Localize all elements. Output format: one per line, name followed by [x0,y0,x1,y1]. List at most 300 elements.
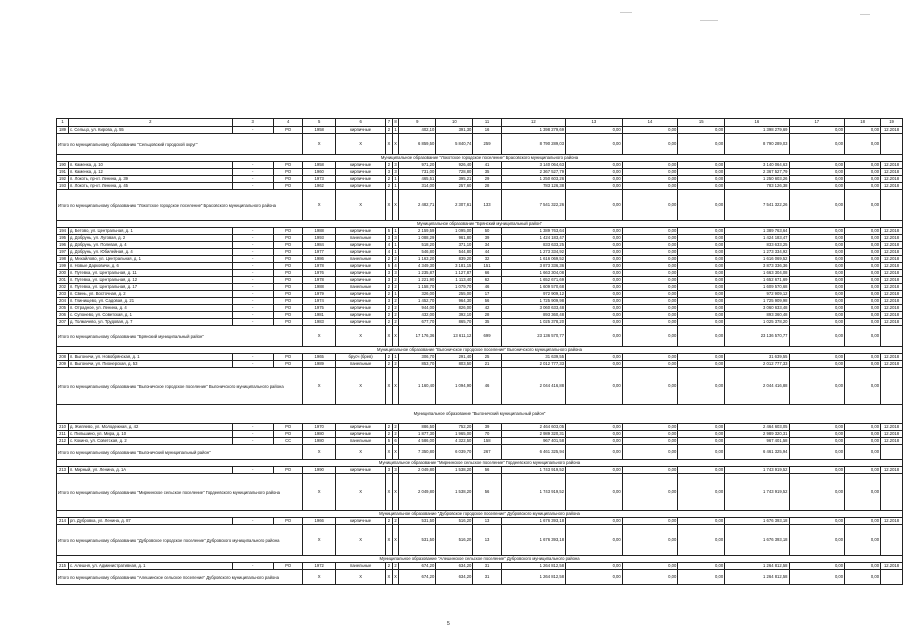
table-cell: РО [273,298,302,305]
table-cell: рп. Дубровка, ул. Ленина, д. 87 [68,518,232,525]
section-title: Муниципальное образование "Мирнинское сельское поселение" Гордеевского муниципального района [57,460,903,467]
table-cell: 0,00 [622,242,678,249]
table-cell: панельные [336,256,386,263]
table-cell: 211 [57,431,69,438]
table-cell: д. Жиляево, ул. Молодежная, д. 42 [68,424,232,431]
table-cell: 0,00 [845,361,881,368]
table-cell: 3 181,15 [436,263,473,270]
table-row [57,518,903,525]
subtotal-cell: 0,00 [622,134,678,155]
table-cell: 972 909,12 [501,291,565,298]
subtotal-cell: 13 [473,525,501,556]
table-cell: РО [273,235,302,242]
table-cell: 1 616 069,52 [501,256,565,263]
table-cell: 209 [57,361,69,368]
table-cell: РО [273,183,302,190]
table-cell: 5 [386,263,393,270]
table-cell: 201 [57,277,69,284]
table-cell: 213 [57,467,69,474]
section-header-row [57,347,903,354]
table-cell: 2 [386,256,393,263]
table-cell: 0,00 [566,467,623,474]
table-cell: 803,50 [436,361,473,368]
table-row [57,162,903,169]
table-cell: 31 639,55 [725,354,789,361]
table-cell: 1 743 919,52 [725,467,789,474]
subtotal-cell: 0,00 [845,368,881,405]
subtotal-cell: X [336,570,386,585]
subtotal-label: Итого по муниципальному образованию "Алешинское сельское поселение" Дубровского муниципального района [57,570,303,585]
table-cell: 0,00 [622,228,678,235]
subtotal-cell [881,134,903,155]
table-row [57,312,903,319]
table-row [57,563,903,570]
subtotal-cell: 1 538,20 [436,474,473,511]
scan-mark [860,14,870,15]
table-cell: 0,00 [845,298,881,305]
table-cell: РО [273,162,302,169]
table-cell: 0,00 [678,263,725,270]
table-cell: 0,00 [789,169,845,176]
subtotal-cell: 0,00 [845,474,881,511]
table-cell: 1 273 334,92 [501,249,565,256]
subtotal-cell: 0,00 [789,368,845,405]
table-cell: 0,00 [845,467,881,474]
header-cell: 15 [678,119,725,127]
table-row [57,284,903,291]
table-cell: панельные [336,284,386,291]
table-cell: - [232,563,273,570]
table-cell: - [232,431,273,438]
subtotal-row [57,326,903,347]
table-cell: 1 025 378,20 [501,319,565,326]
table-cell: кирпичные [336,312,386,319]
table-cell: 3 [386,169,393,176]
table-cell: кирпичные [336,242,386,249]
table-cell: 35 [473,169,501,176]
table-cell: 1962 [303,183,336,190]
table-cell: 0,00 [622,431,678,438]
subtotal-cell: X [386,190,393,221]
subtotal-cell: 5 840,74 [436,134,473,155]
table-cell: 3 [392,270,399,277]
table-cell: кирпичные [336,249,386,256]
table-cell: 3 [392,467,399,474]
table-cell: 2 159,59 [399,228,436,235]
subtotal-cell: 2 049,80 [399,474,436,511]
table-cell: 392,10 [436,312,473,319]
table-cell: 191 [57,169,69,176]
table-cell: РО [273,312,302,319]
table-cell: 0,00 [845,249,881,256]
table-row [57,228,903,235]
table-cell: 0,00 [789,162,845,169]
table-cell: 39 [473,235,501,242]
table-cell: 12.2018 [881,424,903,431]
table-cell: 0,00 [845,263,881,270]
subtotal-cell: X [392,326,399,347]
table-cell: 1 663 304,08 [501,270,565,277]
subtotal-cell: 0,00 [678,368,725,405]
subtotal-cell: X [303,525,336,556]
subtotal-cell [881,190,903,221]
table-cell: 1 273 334,92 [725,249,789,256]
table-cell: РО [273,319,302,326]
table-cell: 1 609 570,68 [725,284,789,291]
table-cell: 853,70 [399,361,436,368]
table-cell: 0,00 [789,235,845,242]
subtotal-cell: 0,00 [678,474,725,511]
table-row [57,263,903,270]
table-cell: 0,00 [678,242,725,249]
table-cell: 0,00 [566,298,623,305]
table-cell: 0,00 [789,176,845,183]
table-cell: 12.2018 [881,249,903,256]
table-cell: 3 [386,467,393,474]
subtotal-cell: 699 [473,326,501,347]
table-cell: 0,00 [845,563,881,570]
subtotal-cell: 516,20 [436,525,473,556]
subtotal-cell: 0,00 [789,134,845,155]
table-cell: 0,00 [622,284,678,291]
subtotal-cell: X [336,134,386,155]
table-cell: 926,40 [436,162,473,169]
table-cell: 195 [57,235,69,242]
table-cell: - [232,284,273,291]
subtotal-cell: 6 039,70 [436,445,473,460]
table-row [57,277,903,284]
table-cell: 1972 [303,563,336,570]
table-row [57,305,903,312]
table-cell: 2 [392,563,399,570]
table-cell: 0,00 [845,319,881,326]
subtotal-label: Итого по муниципальному образованию "Выгоничский муниципальный район" [57,445,303,460]
table-cell: 0,00 [622,127,678,134]
table-cell: 12.2018 [881,242,903,249]
table-cell: 2 [392,298,399,305]
subtotal-cell [881,525,903,556]
section-header-row [57,221,903,228]
table-cell: 2 [386,424,393,431]
header-cell: 13 [566,119,623,127]
table-cell: 0,00 [789,431,845,438]
table-cell: 35 [473,319,501,326]
table-cell: 0,00 [566,312,623,319]
table-cell: 198 [57,256,69,263]
table-cell: 1 616 069,52 [725,256,789,263]
subtotal-cell: 0,00 [566,190,623,221]
table-cell: 0,00 [622,312,678,319]
table-cell: 12.2018 [881,291,903,298]
header-cell: 1 [57,119,69,127]
table-cell: 2 [392,431,399,438]
table-cell: 62 [473,277,501,284]
table-cell: - [232,291,273,298]
subtotal-cell: 0,00 [845,445,881,460]
table-cell: 972 909,12 [725,291,789,298]
table-cell: 192 [57,176,69,183]
table-cell: 1984 [303,242,336,249]
table-row [57,467,903,474]
table-cell: 2 [386,312,393,319]
section-title: Муниципальное образование "Брянский муниципальный район" [57,221,903,228]
table-cell: кирпичные [336,298,386,305]
table-cell: 0,00 [789,438,845,445]
table-cell: 4 586,00 [399,438,436,445]
table-cell: РО [273,176,302,183]
subtotal-cell: 7 541 322,26 [501,190,565,221]
header-cell: 10 [436,119,473,127]
table-cell: 402,10 [399,127,436,134]
table-cell: 0,00 [566,291,623,298]
table-cell: 1 235,87 [399,270,436,277]
subtotal-label: Итого по муниципальному образованию "Выгоничское городское поселение" Выгоничского муниципального района [57,368,303,405]
subtotal-cell: 2 482,71 [399,190,436,221]
table-cell: 190 [57,162,69,169]
section-header-row [57,155,903,162]
table-cell: 2 [392,256,399,263]
table-cell: 783 126,38 [725,183,789,190]
table-cell: 12.2018 [881,438,903,445]
table-cell: 2 989 320,31 [725,431,789,438]
table-cell: 0,00 [622,256,678,263]
table-cell: 0,00 [678,298,725,305]
subtotal-cell: 0,00 [566,134,623,155]
table-cell: 0,00 [678,563,725,570]
table-cell: п. Новые Дарковичи, д. 6 [68,263,232,270]
table-cell: д. Бетово, ул. Центральная, д. 1 [68,228,232,235]
table-cell: 205 [57,305,69,312]
table-cell: 1986 [303,256,336,263]
table-cell: 1993 [303,235,336,242]
table-cell: 2 464 603,05 [501,424,565,431]
table-cell: 2 012 777,33 [725,361,789,368]
table-cell: 1 221,90 [399,277,436,284]
section-header-row [57,405,903,424]
subtotal-cell: X [386,368,393,405]
table-cell: 12.2018 [881,183,903,190]
table-cell: РО [273,467,302,474]
table-cell: 1958 [303,162,336,169]
table-cell: 3 060 633,48 [725,305,789,312]
subtotal-cell: 2 044 416,88 [725,368,789,405]
table-cell: 34 [473,242,501,249]
subtotal-row [57,445,903,460]
table-cell: 16 [473,127,501,134]
table-cell: РО [273,127,302,134]
table-cell: п. Свень, ул. Восточная, д. 2 [68,291,232,298]
header-cell: 9 [399,119,436,127]
table-cell: 0,00 [789,291,845,298]
table-cell: 1979 [303,291,336,298]
table-cell: 3 [392,235,399,242]
table-cell: 0,00 [566,127,623,134]
table-cell: 961,80 [436,235,473,242]
table-cell: 1 [392,354,399,361]
table-cell: 2 [386,319,393,326]
subtotal-label: Итого по муниципальному образованию "Локотское городское поселение" Брасовского муниципального района [57,190,303,221]
table-cell: 0,00 [789,127,845,134]
table-cell: 634,20 [436,563,473,570]
subtotal-cell: 2 044 416,88 [501,368,565,405]
table-cell: 0,00 [566,518,623,525]
table-cell: 531,50 [399,518,436,525]
table-cell: 214 [57,518,69,525]
table-cell: 1 663 304,08 [725,270,789,277]
table-cell: 0,00 [678,127,725,134]
table-cell: 0,00 [566,305,623,312]
table-cell: 208 [57,354,69,361]
table-cell: РО [273,242,302,249]
table-cell: кирпичные [336,305,386,312]
table-cell: 0,00 [789,354,845,361]
table-cell: - [232,256,273,263]
table-cell: 1988 [303,284,336,291]
table-cell: 0,00 [678,249,725,256]
table-cell: 0,00 [622,305,678,312]
subtotal-cell: 1 094,90 [436,368,473,405]
table-cell: 46 [473,284,501,291]
table-cell: РО [273,361,302,368]
table-cell: 839,20 [436,256,473,263]
table-cell: 0,00 [678,176,725,183]
table-cell: РО [273,270,302,277]
table-cell: 1 264 812,58 [725,563,789,570]
table-cell: 752,20 [436,424,473,431]
subtotal-cell: 0,00 [678,525,725,556]
subtotal-cell: 0,00 [622,474,678,511]
table-cell: д. Добрунь, ул. Луговая, д. 2 [68,235,232,242]
table-cell: 1 424 183,47 [725,235,789,242]
table-cell: 189 [57,127,69,134]
table-cell: 12.2018 [881,176,903,183]
subtotal-cell: X [392,525,399,556]
table-cell: п. Путевка, ул. Центральная, д. 17 [68,284,232,291]
table-cell: 200 [57,270,69,277]
table-cell: РО [273,277,302,284]
table-cell: 0,00 [566,563,623,570]
table-cell: 12.2018 [881,361,903,368]
table-row [57,176,903,183]
subtotal-cell: 8 790 289,03 [725,134,789,155]
subtotal-cell: 0,00 [845,190,881,221]
table-cell: 13 [473,518,501,525]
table-cell: 1976 [303,270,336,277]
table-cell: п. Отрадное, ул. Ленина, д. 4 [68,305,232,312]
table-cell: 0,00 [845,277,881,284]
table-cell: 204 [57,298,69,305]
table-cell: панельные [336,438,386,445]
table-cell: 12.2018 [881,305,903,312]
subtotal-cell: 0,00 [622,570,678,585]
table-cell: 1 250 603,26 [501,176,565,183]
subtotal-cell: 2 307,61 [436,190,473,221]
table-cell: 42 [473,305,501,312]
table-cell: п. Путевка, ул. Центральная, д. 11 [68,270,232,277]
subtotal-cell: X [386,474,393,511]
table-cell: - [232,183,273,190]
table-row [57,127,903,134]
table-row [57,249,903,256]
subtotal-cell: X [336,525,386,556]
table-cell: 28 [473,183,501,190]
table-cell: 0,00 [622,277,678,284]
subtotal-cell: 0,00 [566,570,623,585]
table-cell: 1980 [303,431,336,438]
table-cell: 0,00 [845,256,881,263]
table-cell: 0,00 [845,235,881,242]
table-cell: 0,00 [845,228,881,235]
subtotal-cell: 1 676 393,18 [501,525,565,556]
table-cell: 326,00 [399,291,436,298]
table-cell: 0,00 [566,249,623,256]
table-cell: 0,00 [678,319,725,326]
table-cell: 197 [57,249,69,256]
table-cell: 0,00 [678,183,725,190]
subtotal-label: Итого по муниципальному образованию "Дубровское городское поселение" Дубровского муниципального района [57,525,303,556]
table-cell: 12.2018 [881,127,903,134]
table-cell: РО [273,249,302,256]
subtotal-cell: X [303,134,336,155]
subtotal-cell: 0,00 [566,445,623,460]
table-cell: 967 401,58 [725,438,789,445]
table-cell: 1 [392,176,399,183]
table-cell: 1 743 919,52 [501,467,565,474]
table-cell: 2 [386,183,393,190]
table-cell: 2 989 320,31 [501,431,565,438]
subtotal-cell: 6 859,50 [399,134,436,155]
table-cell: 0,00 [566,228,623,235]
table-cell: 1 452,70 [399,298,436,305]
subtotal-cell: 0,00 [845,525,881,556]
table-cell: панельные [336,563,386,570]
header-cell: 17 [789,119,845,127]
table-cell: 2 [386,431,393,438]
table-cell: 971,20 [399,162,436,169]
subtotal-row [57,570,903,585]
table-cell: 2 [392,305,399,312]
subtotal-cell: 7 350,80 [399,445,436,460]
table-cell: 1960 [303,169,336,176]
table-cell: 257,60 [436,183,473,190]
table-cell: - [232,319,273,326]
table-cell: 1 025 378,20 [725,319,789,326]
table-cell: 70 [473,431,501,438]
subtotal-cell: 0,00 [678,190,725,221]
table-cell: - [232,277,273,284]
subtotal-row [57,474,903,511]
table-cell: 2 [386,361,393,368]
subtotal-cell: X [386,445,393,460]
table-cell: кирпичные [336,467,386,474]
table-cell: 0,00 [845,312,881,319]
table-cell: - [232,162,273,169]
table-cell: 28 [473,312,501,319]
table-cell: 199 [57,263,69,270]
table-cell: 12.2018 [881,256,903,263]
table-cell: 5 [386,228,393,235]
table-cell: д. Михайлово, ул. Центральная, д. 1 [68,256,232,263]
table-cell: 0,00 [566,242,623,249]
subtotal-cell: X [386,326,393,347]
subtotal-cell: X [392,134,399,155]
table-cell: 1 158,70 [399,284,436,291]
table-cell: 56 [473,467,501,474]
subtotal-cell: 267 [473,445,501,460]
table-cell: 1 725 909,98 [725,298,789,305]
table-cell: 0,00 [622,438,678,445]
table-cell: п. Путевка, ул. Центральная, д. 12 [68,277,232,284]
